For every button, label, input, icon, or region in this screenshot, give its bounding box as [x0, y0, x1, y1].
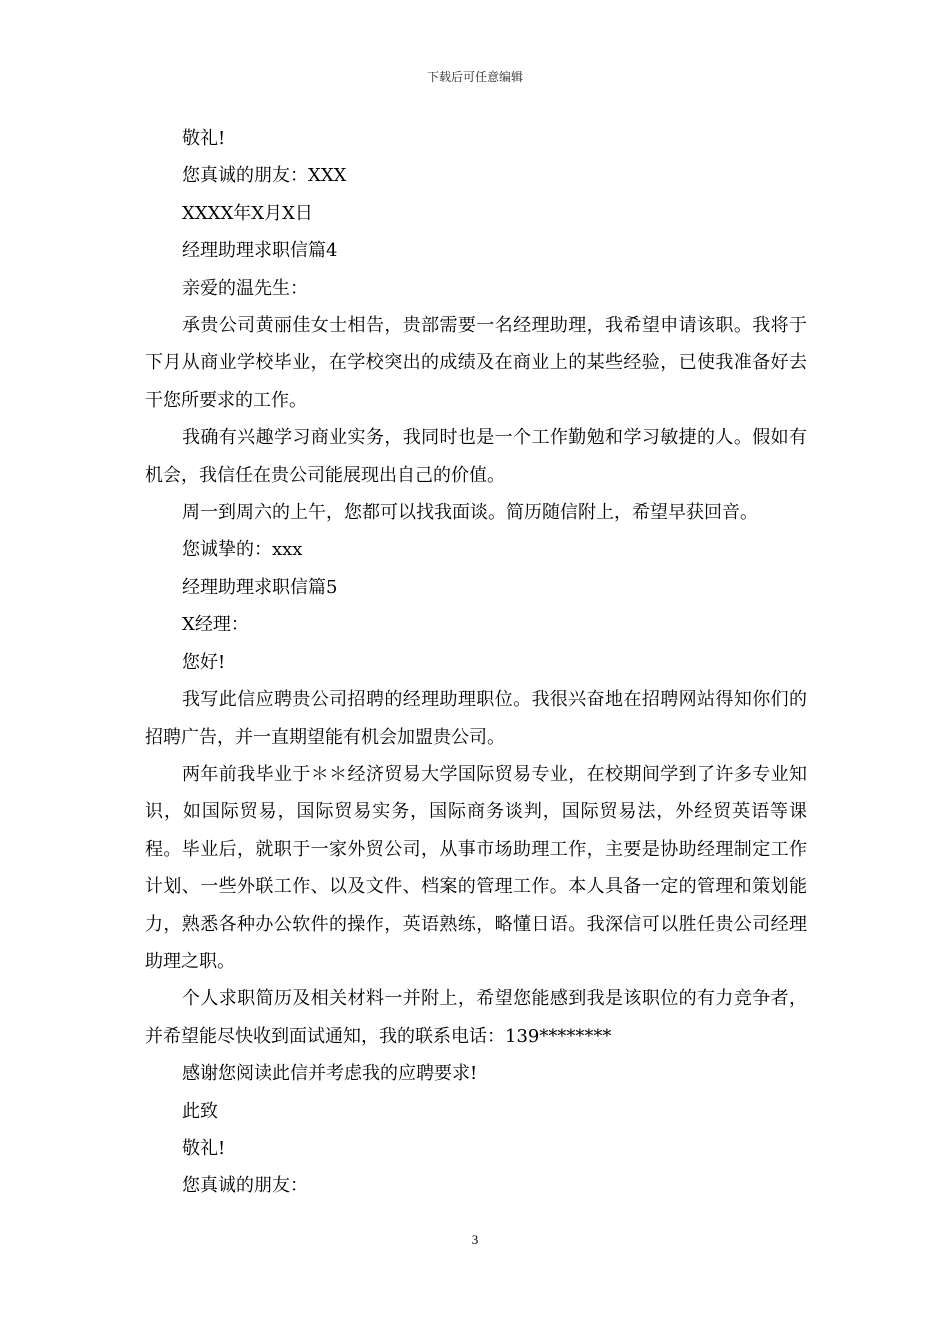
body-paragraph: 两年前我毕业于＊＊经济贸易大学国际贸易专业，在校期间学到了许多专业知识，如国际贸易，国际贸易实务，国际商务谈判，国际贸易法，外经贸英语等课程。毕业后，就职于一家外贸公司，从事市场助理工作，主要是协助经理制定工作计划、一些外联工作、以及文件、档案的管理工作。本人具备一定的管理和策划能力，熟悉各种办公软件的操作，英语熟练，略懂日语。我深信可以胜任贵公司经理助理之职。	[145, 763, 807, 972]
thanks-line: 感谢您阅读此信并考虑我的应聘要求!	[182, 1063, 478, 1085]
page-number: 3	[471, 1232, 479, 1247]
signature-line: 您诚挚的：xxx	[182, 539, 303, 561]
body-paragraph: 我确有兴趣学习商业实务，我同时也是一个工作勤勉和学习敏捷的人。假如有机会，我信任在贵公司能展现出自己的价值。	[145, 427, 807, 486]
date-line: XXXX年X月X日	[182, 202, 313, 224]
salutation: X经理：	[182, 614, 249, 636]
salutation: 亲爱的温先生：	[182, 277, 308, 299]
document-body	[145, 120, 807, 1205]
closing-salute: 敬礼!	[182, 128, 226, 149]
section-title: 经理助理求职信篇4	[182, 240, 338, 262]
closing-salute: 敬礼!	[182, 1137, 226, 1159]
body-paragraph: 我写此信应聘贵公司招聘的经理助理职位。我很兴奋地在招聘网站得知你们的招聘广告，并一直期望能有机会加盟贵公司。	[145, 689, 807, 748]
cizhi-line: 此致	[182, 1100, 218, 1122]
page-header-note: 下载后可任意编辑	[426, 70, 523, 84]
body-paragraph: 个人求职简历及相关材料一并附上，希望您能感到我是该职位的有力竞争者，并希望能尽快收到面试通知，我的联系电话：139********	[145, 988, 807, 1047]
section-title: 经理助理求职信篇5	[182, 576, 338, 598]
greeting-line: 您好!	[182, 651, 226, 673]
body-paragraph: 承贵公司黄丽佳女士相告，贵部需要一名经理助理，我希望申请该职。我将于下月从商业学校毕业，在学校突出的成绩及在商业上的某些经验，已使我准备好去干您所要求的工作。	[145, 315, 807, 411]
signature-line: 您真诚的朋友：XXX	[182, 165, 347, 187]
body-paragraph: 周一到周六的上午，您都可以找我面谈。简历随信附上，希望早获回音。	[182, 502, 758, 524]
signature-line: 您真诚的朋友：	[182, 1175, 308, 1197]
